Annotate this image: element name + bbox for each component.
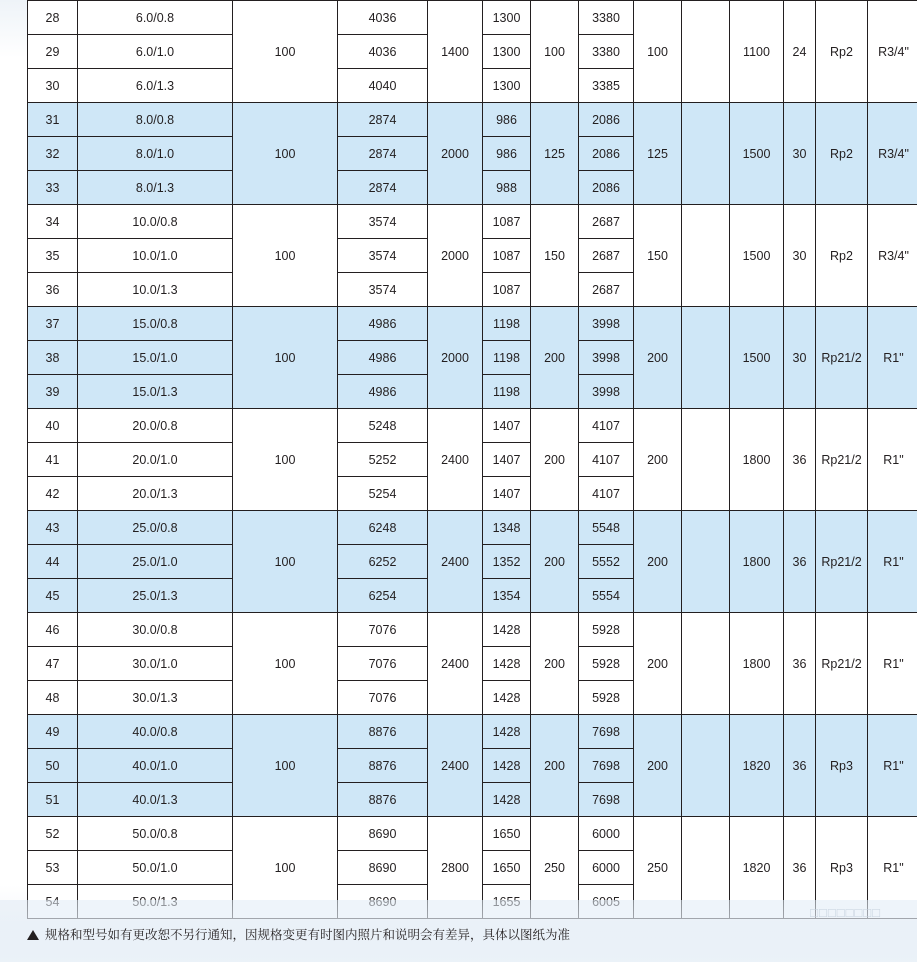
cell-no: 53 [28, 851, 78, 885]
cell-c7: 5928 [579, 647, 634, 681]
cell-c7: 3385 [579, 69, 634, 103]
cell-model: 30.0/1.3 [78, 681, 233, 715]
cell-c5: 1428 [483, 715, 531, 749]
cell-c12: Rp21/2 [816, 307, 868, 409]
cell-c5: 1354 [483, 579, 531, 613]
cell-c8: 200 [634, 409, 682, 511]
cell-c7: 5548 [579, 511, 634, 545]
cell-c5: 1087 [483, 273, 531, 307]
cell-c9 [682, 205, 730, 307]
cell-c12: Rp21/2 [816, 613, 868, 715]
cell-c3: 4036 [338, 35, 428, 69]
cell-c11: 30 [784, 307, 816, 409]
cell-no: 47 [28, 647, 78, 681]
cell-model: 40.0/1.3 [78, 783, 233, 817]
cell-c4: 2000 [428, 307, 483, 409]
cell-c7: 3380 [579, 35, 634, 69]
cell-model: 15.0/1.0 [78, 341, 233, 375]
cell-c7: 2086 [579, 103, 634, 137]
cell-c10: 1820 [730, 817, 784, 919]
cell-c13: R3/4" [868, 1, 917, 103]
cell-c10: 1500 [730, 205, 784, 307]
cell-c3: 5252 [338, 443, 428, 477]
cell-c5: 1087 [483, 205, 531, 239]
cell-c5: 1198 [483, 375, 531, 409]
cell-model: 20.0/1.3 [78, 477, 233, 511]
cell-c3: 3574 [338, 205, 428, 239]
cell-c12: Rp2 [816, 103, 868, 205]
cell-c9 [682, 511, 730, 613]
cell-no: 45 [28, 579, 78, 613]
cell-c8: 150 [634, 205, 682, 307]
cell-c11: 36 [784, 613, 816, 715]
cell-c2: 100 [233, 409, 338, 511]
cell-no: 32 [28, 137, 78, 171]
cell-c4: 2400 [428, 715, 483, 817]
cell-c8: 200 [634, 307, 682, 409]
cell-c5: 1428 [483, 681, 531, 715]
cell-c2: 100 [233, 511, 338, 613]
table-row [28, 613, 917, 647]
cell-model: 15.0/0.8 [78, 307, 233, 341]
cell-c6: 200 [531, 613, 579, 715]
cell-c3: 5248 [338, 409, 428, 443]
cell-c6: 200 [531, 409, 579, 511]
cell-model: 50.0/0.8 [78, 817, 233, 851]
cell-model: 25.0/1.3 [78, 579, 233, 613]
cell-c7: 7698 [579, 749, 634, 783]
cell-c13: R3/4" [868, 205, 917, 307]
cell-c3: 4036 [338, 1, 428, 35]
cell-c4: 2400 [428, 613, 483, 715]
cell-no: 30 [28, 69, 78, 103]
cell-c3: 8876 [338, 715, 428, 749]
cell-c2: 100 [233, 715, 338, 817]
cell-c5: 1300 [483, 1, 531, 35]
table-row [28, 1, 917, 35]
cell-c4: 2800 [428, 817, 483, 919]
cell-c9 [682, 1, 730, 103]
cell-c4: 2000 [428, 205, 483, 307]
cell-c3: 4986 [338, 307, 428, 341]
cell-c7: 2687 [579, 273, 634, 307]
cell-c11: 36 [784, 409, 816, 511]
cell-no: 43 [28, 511, 78, 545]
cell-c2: 100 [233, 1, 338, 103]
table-row [28, 817, 917, 851]
cell-c5: 1198 [483, 307, 531, 341]
cell-c13: R1" [868, 409, 917, 511]
cell-c12: Rp2 [816, 1, 868, 103]
cell-c8: 200 [634, 613, 682, 715]
cell-c12: Rp21/2 [816, 511, 868, 613]
cell-model: 20.0/1.0 [78, 443, 233, 477]
cell-c7: 7698 [579, 783, 634, 817]
cell-no: 49 [28, 715, 78, 749]
cell-c9 [682, 409, 730, 511]
cell-c13: R3/4" [868, 103, 917, 205]
cell-c4: 2400 [428, 409, 483, 511]
cell-c5: 1407 [483, 477, 531, 511]
cell-no: 36 [28, 273, 78, 307]
cell-c11: 30 [784, 205, 816, 307]
cell-c5: 1087 [483, 239, 531, 273]
cell-c5: 1300 [483, 69, 531, 103]
cell-c7: 2086 [579, 171, 634, 205]
cell-no: 41 [28, 443, 78, 477]
cell-c3: 3574 [338, 273, 428, 307]
cell-model: 10.0/1.0 [78, 239, 233, 273]
cell-c7: 2687 [579, 239, 634, 273]
cell-c7: 2687 [579, 205, 634, 239]
cell-c3: 4040 [338, 69, 428, 103]
cell-no: 31 [28, 103, 78, 137]
cell-c7: 3998 [579, 341, 634, 375]
cell-c8: 100 [634, 1, 682, 103]
cell-c7: 6000 [579, 851, 634, 885]
cell-no: 46 [28, 613, 78, 647]
table-row [28, 715, 917, 749]
cell-c8: 200 [634, 715, 682, 817]
table-body [28, 1, 917, 919]
cell-c5: 1348 [483, 511, 531, 545]
cell-c7: 3380 [579, 1, 634, 35]
cell-c2: 100 [233, 817, 338, 919]
cell-c10: 1500 [730, 103, 784, 205]
cell-c9 [682, 307, 730, 409]
footnote-text: 规格和型号如有更改恕不另行通知，因规格变更有时图内照片和说明会有差异，具体以图纸为准 [45, 928, 571, 942]
cell-c2: 100 [233, 103, 338, 205]
table-row [28, 103, 917, 137]
cell-c6: 200 [531, 715, 579, 817]
cell-c7: 7698 [579, 715, 634, 749]
cell-c3: 8690 [338, 851, 428, 885]
cell-no: 35 [28, 239, 78, 273]
cell-c3: 2874 [338, 103, 428, 137]
cell-c7: 5928 [579, 681, 634, 715]
cell-c6: 125 [531, 103, 579, 205]
cell-c10: 1800 [730, 511, 784, 613]
cell-c6: 250 [531, 817, 579, 919]
cell-model: 10.0/0.8 [78, 205, 233, 239]
cell-no: 52 [28, 817, 78, 851]
cell-model: 50.0/1.0 [78, 851, 233, 885]
cell-c5: 986 [483, 103, 531, 137]
cell-c10: 1100 [730, 1, 784, 103]
cell-c4: 1400 [428, 1, 483, 103]
cell-model: 40.0/1.0 [78, 749, 233, 783]
cell-model: 10.0/1.3 [78, 273, 233, 307]
cell-c7: 4107 [579, 409, 634, 443]
cell-model: 30.0/0.8 [78, 613, 233, 647]
cell-c5: 1650 [483, 817, 531, 851]
cell-c5: 1198 [483, 341, 531, 375]
cell-c5: 1300 [483, 35, 531, 69]
cell-c3: 7076 [338, 613, 428, 647]
cell-c10: 1800 [730, 409, 784, 511]
cell-no: 37 [28, 307, 78, 341]
cell-c3: 2874 [338, 171, 428, 205]
cell-c7: 3998 [579, 307, 634, 341]
cell-c7: 5554 [579, 579, 634, 613]
cell-c2: 100 [233, 613, 338, 715]
cell-c12: Rp2 [816, 205, 868, 307]
cell-no: 44 [28, 545, 78, 579]
cell-c7: 5928 [579, 613, 634, 647]
table-row [28, 307, 917, 341]
cell-c5: 1407 [483, 443, 531, 477]
table-row [28, 511, 917, 545]
cell-c3: 4986 [338, 375, 428, 409]
cell-c7: 2086 [579, 137, 634, 171]
cell-c13: R1" [868, 307, 917, 409]
cell-model: 8.0/1.3 [78, 171, 233, 205]
cell-c4: 2000 [428, 103, 483, 205]
cell-model: 8.0/1.0 [78, 137, 233, 171]
cell-c12: Rp21/2 [816, 409, 868, 511]
cell-c3: 8876 [338, 749, 428, 783]
cell-model: 8.0/0.8 [78, 103, 233, 137]
cell-no: 42 [28, 477, 78, 511]
cell-no: 33 [28, 171, 78, 205]
cell-c5: 986 [483, 137, 531, 171]
cell-c11: 36 [784, 511, 816, 613]
cell-c5: 1428 [483, 749, 531, 783]
cell-c6: 200 [531, 511, 579, 613]
cell-model: 25.0/0.8 [78, 511, 233, 545]
cell-no: 38 [28, 341, 78, 375]
cell-c3: 8690 [338, 817, 428, 851]
cell-c5: 988 [483, 171, 531, 205]
cell-model: 6.0/1.3 [78, 69, 233, 103]
cell-c7: 4107 [579, 477, 634, 511]
cell-c5: 1428 [483, 613, 531, 647]
cell-c5: 1352 [483, 545, 531, 579]
cell-c12: Rp3 [816, 715, 868, 817]
table-row [28, 409, 917, 443]
cell-c2: 100 [233, 307, 338, 409]
cell-c3: 4986 [338, 341, 428, 375]
cell-c6: 200 [531, 307, 579, 409]
cell-no: 28 [28, 1, 78, 35]
cell-model: 30.0/1.0 [78, 647, 233, 681]
cell-c10: 1500 [730, 307, 784, 409]
cell-c6: 100 [531, 1, 579, 103]
cell-no: 51 [28, 783, 78, 817]
cell-c5: 1407 [483, 409, 531, 443]
cell-c5: 1650 [483, 851, 531, 885]
cell-c2: 100 [233, 205, 338, 307]
cell-c3: 6254 [338, 579, 428, 613]
cell-c13: R1" [868, 715, 917, 817]
cell-c11: 30 [784, 103, 816, 205]
cell-c13: R1" [868, 613, 917, 715]
cell-c3: 7076 [338, 647, 428, 681]
cell-model: 6.0/0.8 [78, 1, 233, 35]
cell-no: 29 [28, 35, 78, 69]
cell-c13: R1" [868, 817, 917, 919]
cell-no: 48 [28, 681, 78, 715]
cell-c3: 7076 [338, 681, 428, 715]
cell-c11: 36 [784, 715, 816, 817]
cell-model: 20.0/0.8 [78, 409, 233, 443]
cell-c3: 6248 [338, 511, 428, 545]
cell-c11: 36 [784, 817, 816, 919]
cell-c4: 2400 [428, 511, 483, 613]
cell-c7: 5552 [579, 545, 634, 579]
cell-c10: 1800 [730, 613, 784, 715]
cell-c3: 2874 [338, 137, 428, 171]
cell-c9 [682, 715, 730, 817]
cell-model: 40.0/0.8 [78, 715, 233, 749]
cell-c8: 125 [634, 103, 682, 205]
cell-c11: 24 [784, 1, 816, 103]
footer-watermark: □□□□□□□□ [810, 905, 881, 920]
cell-model: 15.0/1.3 [78, 375, 233, 409]
cell-c13: R1" [868, 511, 917, 613]
cell-c10: 1820 [730, 715, 784, 817]
cell-c7: 4107 [579, 443, 634, 477]
cell-c3: 6252 [338, 545, 428, 579]
cell-c3: 5254 [338, 477, 428, 511]
triangle-icon [27, 930, 39, 940]
cell-no: 40 [28, 409, 78, 443]
cell-c3: 3574 [338, 239, 428, 273]
cell-c12: Rp3 [816, 817, 868, 919]
cell-model: 6.0/1.0 [78, 35, 233, 69]
cell-c6: 150 [531, 205, 579, 307]
cell-c8: 250 [634, 817, 682, 919]
cell-c3: 8876 [338, 783, 428, 817]
cell-c8: 200 [634, 511, 682, 613]
cell-c7: 3998 [579, 375, 634, 409]
cell-no: 34 [28, 205, 78, 239]
footnote [27, 925, 570, 943]
cell-no: 39 [28, 375, 78, 409]
cell-no: 50 [28, 749, 78, 783]
cell-c5: 1428 [483, 647, 531, 681]
cell-c7: 6000 [579, 817, 634, 851]
cell-model: 25.0/1.0 [78, 545, 233, 579]
cell-c5: 1428 [483, 783, 531, 817]
cell-c9 [682, 103, 730, 205]
cell-c9 [682, 613, 730, 715]
specification-table [27, 0, 917, 919]
table-row [28, 205, 917, 239]
